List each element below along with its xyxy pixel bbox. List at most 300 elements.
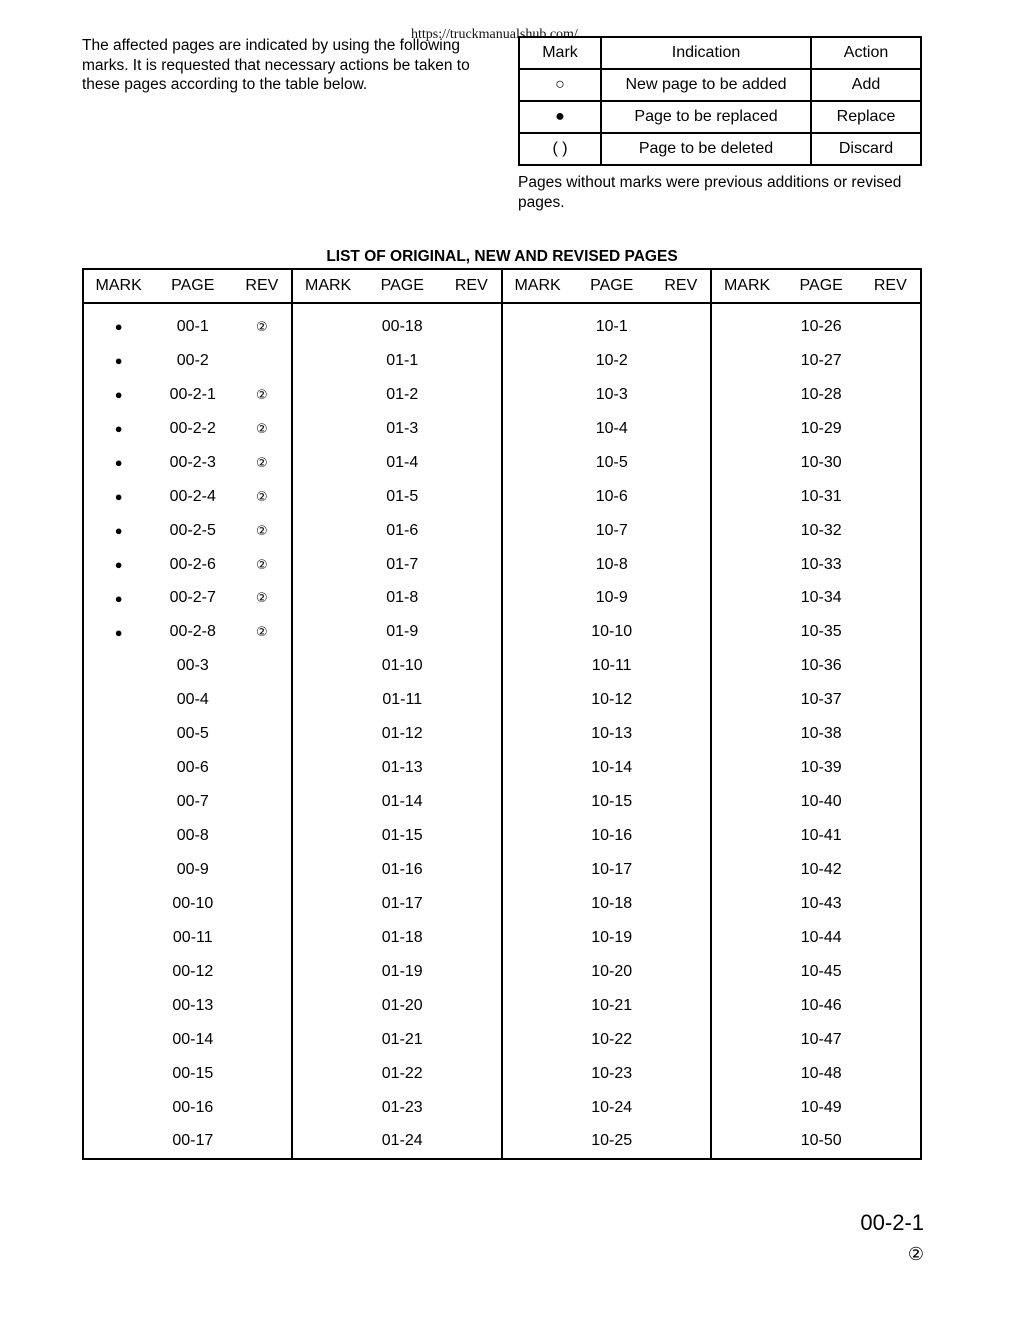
page-cell: 10-21 — [591, 996, 633, 1014]
mark-cell — [292, 514, 362, 548]
page-cell: 10-9 — [595, 589, 628, 607]
mark-cell — [292, 548, 362, 582]
page-cell: 00-7 — [176, 793, 209, 811]
mark-cell — [502, 649, 572, 683]
page-cell: 10-49 — [800, 1098, 842, 1116]
mark-cell — [711, 303, 781, 344]
rev-cell — [651, 853, 711, 887]
page-cell: 10-45 — [800, 962, 842, 980]
mark-cell — [502, 615, 572, 649]
page-cell: 10-15 — [591, 793, 633, 811]
page-cell: 10-35 — [800, 623, 842, 641]
mark-cell — [502, 717, 572, 751]
mark-cell — [711, 1023, 781, 1057]
rev-cell — [442, 955, 502, 989]
rev-cell — [442, 1091, 502, 1125]
page-cell: 00-14 — [172, 1030, 214, 1048]
page-cell: 10-23 — [591, 1064, 633, 1082]
mark-cell — [502, 955, 572, 989]
mark-cell — [83, 921, 153, 955]
page-cell: 10-29 — [800, 419, 842, 437]
mark-cell — [83, 717, 153, 751]
rev-cell — [651, 887, 711, 921]
rev-cell: ② — [256, 624, 268, 640]
legend-action: Replace — [811, 101, 921, 133]
page-cell: 10-19 — [591, 928, 633, 946]
table-row — [83, 989, 921, 1023]
table-row — [83, 717, 921, 751]
mark-cell — [292, 717, 362, 751]
mark-cell — [711, 785, 781, 819]
rev-cell — [442, 853, 502, 887]
page-cell: 10-14 — [591, 759, 633, 777]
table-row — [83, 378, 921, 412]
page-cell: 01-2 — [386, 385, 419, 403]
table-row — [83, 548, 921, 582]
rev-cell — [232, 853, 292, 887]
rev-cell — [651, 955, 711, 989]
page-cell: 10-8 — [595, 555, 628, 573]
mark-cell — [502, 785, 572, 819]
table-row — [83, 615, 921, 649]
page-cell: 01-17 — [381, 894, 423, 912]
page-cell: 10-22 — [591, 1030, 633, 1048]
legend-header-indication: Indication — [601, 37, 811, 69]
mark-cell — [502, 751, 572, 785]
mark-cell — [502, 1023, 572, 1057]
page-cell: 01-13 — [381, 759, 423, 777]
column-header-rev: REV — [232, 269, 292, 303]
rev-cell — [861, 582, 921, 616]
mark-cell — [711, 344, 781, 378]
page-cell: 00-3 — [176, 657, 209, 675]
page-cell: 00-2-7 — [169, 589, 216, 607]
page-cell: 01-24 — [363, 1125, 442, 1160]
rev-cell — [651, 1057, 711, 1091]
mark-cell — [502, 1057, 572, 1091]
mark-cell — [502, 819, 572, 853]
page-cell: 10-32 — [800, 521, 842, 539]
mark-cell — [292, 344, 362, 378]
legend-action: Add — [811, 69, 921, 101]
rev-cell — [232, 717, 292, 751]
rev-cell — [861, 717, 921, 751]
column-header-mark: MARK — [711, 269, 781, 303]
mark-cell — [83, 751, 153, 785]
page-cell: 00-10 — [172, 894, 214, 912]
rev-cell — [442, 548, 502, 582]
table-row — [83, 412, 921, 446]
page-cell: 10-42 — [800, 860, 842, 878]
page-cell: 01-9 — [386, 623, 419, 641]
mark-cell — [502, 548, 572, 582]
mark-cell: ● — [83, 344, 153, 378]
table-row — [83, 751, 921, 785]
rev-cell — [651, 649, 711, 683]
rev-cell — [232, 989, 292, 1023]
legend-row — [519, 133, 921, 165]
page-cell: 10-36 — [800, 657, 842, 675]
mark-cell: ● — [83, 412, 153, 446]
table-row — [83, 582, 921, 616]
rev-cell — [232, 887, 292, 921]
mark-cell — [83, 955, 153, 989]
page-cell: 10-40 — [800, 793, 842, 811]
column-header-page: PAGE — [572, 269, 651, 303]
page-cell: 10-30 — [800, 453, 842, 471]
mark-cell — [292, 1091, 362, 1125]
page-cell: 10-16 — [591, 827, 633, 845]
rev-cell — [651, 378, 711, 412]
page-cell: 00-18 — [381, 317, 423, 335]
mark-cell: ● — [83, 446, 153, 480]
legend-indication: New page to be added — [601, 69, 811, 101]
rev-cell — [651, 717, 711, 751]
rev-cell: ② — [256, 386, 268, 402]
table-row — [83, 480, 921, 514]
page-cell: 10-34 — [800, 589, 842, 607]
page-cell: 00-1 — [176, 317, 209, 335]
legend-row — [519, 101, 921, 133]
legend-row — [519, 69, 921, 101]
mark-cell — [502, 303, 572, 344]
page-cell: 01-10 — [381, 657, 423, 675]
mark-cell — [292, 615, 362, 649]
mark-cell — [83, 989, 153, 1023]
mark-cell — [711, 446, 781, 480]
rev-cell — [861, 412, 921, 446]
page-cell: 10-1 — [595, 317, 628, 335]
mark-cell — [292, 955, 362, 989]
rev-cell — [232, 785, 292, 819]
rev-cell — [442, 1057, 502, 1091]
page-cell: 01-6 — [386, 521, 419, 539]
rev-cell: ② — [256, 454, 268, 470]
page-cell: 10-2 — [595, 351, 628, 369]
mark-cell — [292, 446, 362, 480]
pages-table — [82, 268, 922, 1160]
mark-cell — [292, 649, 362, 683]
page-cell: 00-11 — [172, 928, 213, 946]
page-cell: 10-43 — [800, 894, 842, 912]
rev-cell — [232, 955, 292, 989]
page-cell: 10-26 — [800, 317, 842, 335]
legend-action: Discard — [811, 133, 921, 165]
rev-cell — [442, 582, 502, 616]
rev-cell — [861, 683, 921, 717]
rev-cell — [232, 1057, 292, 1091]
mark-cell — [292, 412, 362, 446]
legend-mark-new: ○ — [519, 69, 601, 101]
mark-cell: ● — [83, 548, 153, 582]
mark-cell — [711, 514, 781, 548]
page-cell: 00-12 — [172, 962, 214, 980]
mark-cell — [83, 853, 153, 887]
page-cell: 00-2-8 — [169, 623, 216, 641]
rev-cell: ② — [256, 318, 268, 334]
table-row — [83, 1023, 921, 1057]
mark-cell — [83, 1091, 153, 1125]
page-cell: 10-6 — [595, 487, 628, 505]
rev-cell — [442, 921, 502, 955]
list-title: LIST OF ORIGINAL, NEW AND REVISED PAGES — [326, 248, 678, 265]
rev-cell — [651, 480, 711, 514]
legend-mark-delete: ( ) — [519, 133, 601, 165]
mark-cell: ● — [83, 615, 153, 649]
column-header-mark: MARK — [83, 269, 153, 303]
mark-cell — [711, 378, 781, 412]
rev-cell — [442, 717, 502, 751]
page-cell: 00-16 — [172, 1098, 214, 1116]
footer-revision-mark: ② — [907, 1244, 924, 1264]
rev-cell — [861, 446, 921, 480]
mark-cell — [502, 344, 572, 378]
page-cell: 01-23 — [381, 1098, 423, 1116]
rev-cell — [651, 514, 711, 548]
mark-cell — [711, 853, 781, 887]
rev-cell — [651, 819, 711, 853]
legend-note: Pages without marks were previous additions or revised pages. — [518, 174, 902, 211]
mark-cell — [83, 785, 153, 819]
page-cell: 10-44 — [800, 928, 842, 946]
rev-cell — [651, 1125, 711, 1160]
mark-cell — [292, 303, 362, 344]
rev-cell — [861, 480, 921, 514]
page-cell: 01-5 — [386, 487, 419, 505]
page-cell: 10-27 — [800, 351, 842, 369]
footer-page-number: 00-2-1 — [860, 1210, 924, 1235]
page-cell: 10-5 — [595, 453, 628, 471]
rev-cell — [861, 853, 921, 887]
rev-cell: ② — [256, 488, 268, 504]
page-cell: 01-11 — [382, 691, 423, 709]
page-cell: 10-47 — [800, 1030, 842, 1048]
rev-cell — [232, 1091, 292, 1125]
legend-indication: Page to be deleted — [601, 133, 811, 165]
table-row — [83, 514, 921, 548]
table-row — [83, 1125, 921, 1160]
page-cell: 00-2-3 — [169, 453, 216, 471]
page-cell: 10-17 — [591, 860, 633, 878]
page-cell: 10-18 — [591, 894, 633, 912]
legend-header-row — [519, 37, 921, 69]
rev-cell — [232, 344, 292, 378]
rev-cell — [442, 683, 502, 717]
rev-cell: ② — [256, 522, 268, 538]
mark-cell — [711, 1091, 781, 1125]
page-cell: 01-22 — [381, 1064, 423, 1082]
mark-cell — [83, 649, 153, 683]
rev-cell — [651, 751, 711, 785]
rev-cell — [442, 649, 502, 683]
mark-cell — [711, 819, 781, 853]
page-cell: 01-21 — [381, 1030, 423, 1048]
watermark-url: https://truckmanualshub.com/ — [411, 27, 578, 42]
rev-cell — [861, 649, 921, 683]
page-cell: 00-2-5 — [169, 521, 216, 539]
page-cell: 10-31 — [800, 487, 842, 505]
table-row — [83, 1091, 921, 1125]
rev-cell — [861, 751, 921, 785]
rev-cell — [442, 819, 502, 853]
mark-cell — [83, 887, 153, 921]
rev-cell — [861, 548, 921, 582]
mark-cell — [83, 1125, 153, 1160]
mark-cell: ● — [83, 303, 153, 344]
rev-cell — [651, 683, 711, 717]
page-cell: 10-3 — [595, 385, 628, 403]
rev-cell — [232, 1125, 292, 1160]
mark-cell — [711, 649, 781, 683]
mark-cell — [711, 480, 781, 514]
mark-cell — [292, 582, 362, 616]
mark-cell — [711, 955, 781, 989]
rev-cell — [861, 887, 921, 921]
page-cell: 10-11 — [591, 657, 632, 675]
rev-cell — [232, 819, 292, 853]
page-cell: 00-2-6 — [169, 555, 216, 573]
page-cell: 01-7 — [386, 555, 419, 573]
mark-cell — [292, 1057, 362, 1091]
page-cell: 01-15 — [381, 827, 423, 845]
rev-cell — [442, 480, 502, 514]
rev-cell — [861, 344, 921, 378]
legend-header-mark: Mark — [519, 37, 601, 69]
page-cell: 00-17 — [153, 1125, 232, 1160]
rev-cell — [861, 1023, 921, 1057]
rev-cell — [442, 887, 502, 921]
rev-cell — [442, 989, 502, 1023]
mark-cell — [711, 582, 781, 616]
legend-indication: Page to be replaced — [601, 101, 811, 133]
mark-cell — [292, 683, 362, 717]
page-cell: 01-4 — [386, 453, 419, 471]
page-cell: 01-18 — [381, 928, 423, 946]
mark-cell: ● — [83, 378, 153, 412]
intro-text: The affected pages are indicated by using the following marks. It is requested that necessary actions be taken to these pages according to the table below. — [82, 37, 470, 93]
mark-cell — [83, 819, 153, 853]
rev-cell — [651, 303, 711, 344]
table-row — [83, 303, 921, 344]
pages-header-row — [83, 269, 921, 303]
page-cell: 00-5 — [176, 725, 209, 743]
column-header-page: PAGE — [153, 269, 232, 303]
page-cell: 10-39 — [800, 759, 842, 777]
rev-cell: ② — [256, 590, 268, 606]
page-cell: 10-7 — [595, 521, 628, 539]
mark-cell: ● — [83, 582, 153, 616]
table-row — [83, 785, 921, 819]
mark-cell — [83, 683, 153, 717]
rev-cell — [651, 1023, 711, 1057]
mark-cell — [711, 1057, 781, 1091]
page-cell: 00-13 — [172, 996, 214, 1014]
mark-cell — [711, 1125, 781, 1160]
rev-cell — [442, 446, 502, 480]
rev-cell — [651, 446, 711, 480]
page-cell: 00-2 — [176, 351, 209, 369]
rev-cell — [442, 1023, 502, 1057]
page-cell: 10-28 — [800, 385, 842, 403]
mark-cell — [711, 751, 781, 785]
mark-cell — [502, 514, 572, 548]
mark-cell — [292, 819, 362, 853]
column-header-page: PAGE — [363, 269, 442, 303]
mark-cell — [711, 921, 781, 955]
rev-cell — [861, 514, 921, 548]
page-cell: 10-48 — [800, 1064, 842, 1082]
page-cell: 10-50 — [782, 1125, 861, 1160]
page-cell: 10-25 — [572, 1125, 651, 1160]
rev-cell — [442, 615, 502, 649]
rev-cell — [232, 649, 292, 683]
mark-cell — [502, 1125, 572, 1160]
mark-cell — [711, 683, 781, 717]
table-row — [83, 921, 921, 955]
column-header-page: PAGE — [782, 269, 861, 303]
rev-cell — [442, 412, 502, 446]
mark-cell — [502, 1091, 572, 1125]
rev-cell — [442, 378, 502, 412]
rev-cell — [861, 989, 921, 1023]
page-cell: 10-46 — [800, 996, 842, 1014]
rev-cell — [442, 1125, 502, 1160]
page-cell: 00-2-1 — [169, 385, 216, 403]
mark-cell — [711, 887, 781, 921]
page-cell: 01-14 — [381, 793, 423, 811]
mark-cell — [292, 887, 362, 921]
table-row — [83, 1057, 921, 1091]
rev-cell — [651, 615, 711, 649]
mark-cell — [292, 480, 362, 514]
mark-cell — [502, 582, 572, 616]
page-cell: 10-41 — [800, 827, 842, 845]
rev-cell — [442, 303, 502, 344]
page-cell: 00-2-4 — [169, 487, 216, 505]
page-cell: 00-8 — [176, 827, 209, 845]
rev-cell: ② — [256, 420, 268, 436]
rev-cell — [861, 785, 921, 819]
rev-cell — [232, 683, 292, 717]
mark-cell — [502, 921, 572, 955]
mark-cell: ● — [83, 480, 153, 514]
page-cell: 01-1 — [386, 351, 419, 369]
rev-cell: ② — [256, 556, 268, 572]
rev-cell — [861, 1091, 921, 1125]
rev-cell — [861, 955, 921, 989]
page-cell: 01-8 — [386, 589, 419, 607]
rev-cell — [651, 548, 711, 582]
page-cell: 10-13 — [591, 725, 633, 743]
mark-cell — [502, 989, 572, 1023]
rev-cell — [861, 819, 921, 853]
legend-header-action: Action — [811, 37, 921, 69]
mark-cell — [292, 751, 362, 785]
page-cell: 10-24 — [591, 1098, 633, 1116]
page-cell: 01-19 — [381, 962, 423, 980]
rev-cell — [651, 582, 711, 616]
mark-cell — [502, 480, 572, 514]
table-row — [83, 955, 921, 989]
rev-cell — [651, 344, 711, 378]
pages-table-body — [83, 303, 921, 1159]
column-header-mark: MARK — [502, 269, 572, 303]
mark-cell — [292, 853, 362, 887]
rev-cell — [651, 921, 711, 955]
page-cell: 00-9 — [176, 860, 209, 878]
rev-cell — [442, 751, 502, 785]
page-cell: 01-12 — [381, 725, 423, 743]
